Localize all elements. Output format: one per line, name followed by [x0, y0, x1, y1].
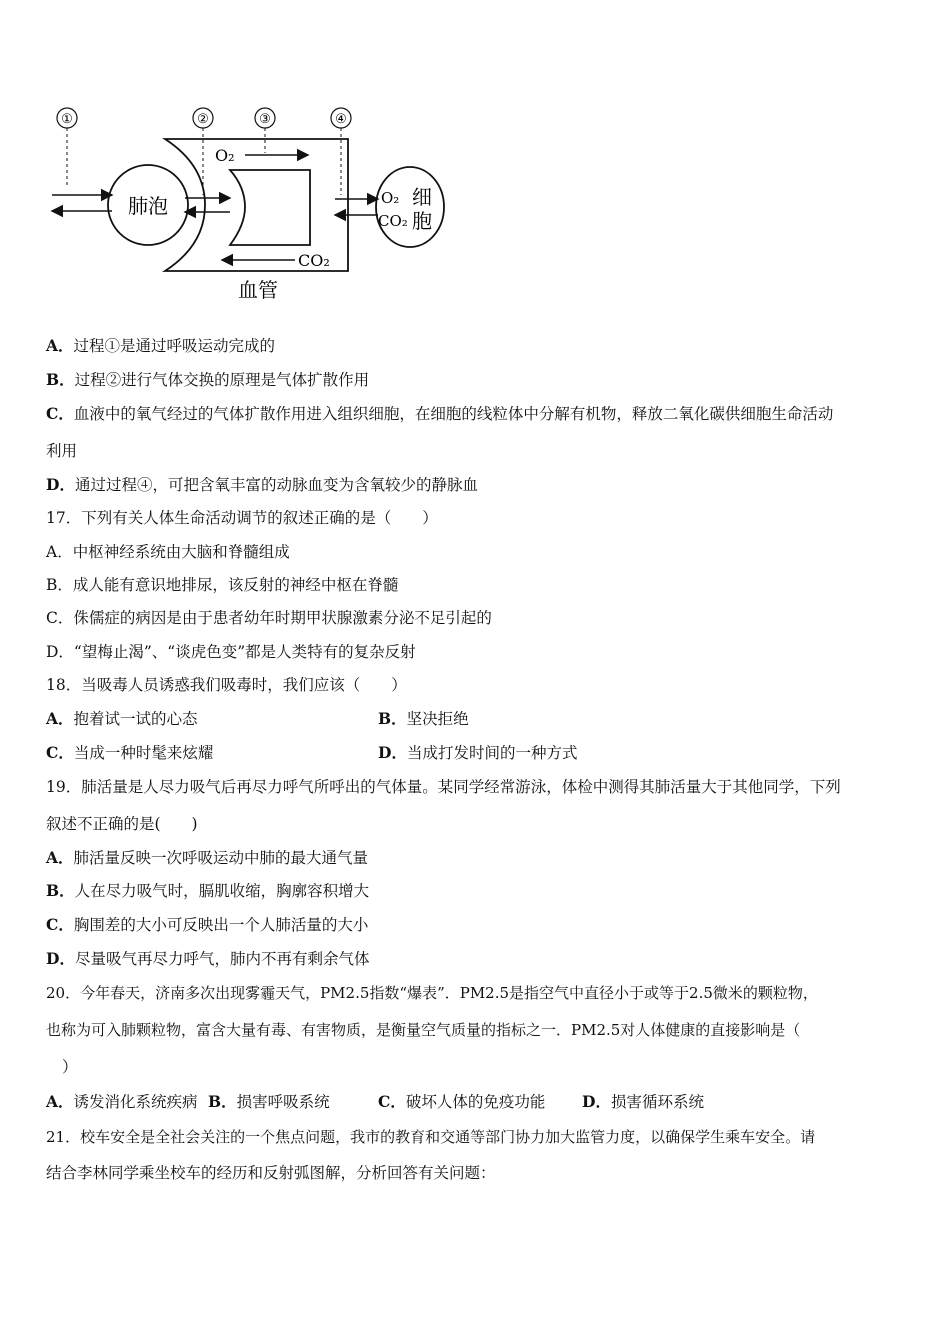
q20-stem-close: ） — [62, 1058, 78, 1076]
q20-stem: 20．今年春天，济南多次出现雾霾天气，PM2.5指数“爆表”．PM2.5是指空气中直径小于或等于2.5微米的颗粒物， — [46, 984, 818, 1002]
q21-stem: 21．校车安全是全社会关注的一个焦点问题，我市的教育和交通等部门协力加大监管力度，以确保学生乘车安全。请 — [46, 1128, 816, 1146]
q16-option-c: C．血液中的氧气经过的气体扩散作用进入组织细胞，在细胞的线粒体中分解有机物，释放二氧化碳供细胞生命活动 — [46, 404, 834, 423]
q18-option-b: B．坚决拒绝 — [378, 709, 469, 728]
q20-option-c: C．破坏人体的免疫功能 — [378, 1092, 546, 1111]
marker-1 — [57, 108, 77, 128]
q17-option-a: A．中枢神经系统由大脑和脊髓组成 — [46, 543, 290, 561]
q17-stem: 17．下列有关人体生命活动调节的叙述正确的是（ ） — [46, 509, 438, 527]
marker-2 — [193, 108, 213, 128]
q17-option-c: C．侏儒症的病因是由于患者幼年时期甲状腺激素分泌不足引起的 — [46, 609, 492, 627]
alveolus — [108, 165, 188, 245]
tissue-cell — [376, 167, 444, 247]
q16-option-c-cont: 利用 — [46, 442, 78, 460]
svg-text:④: ④ — [335, 112, 347, 127]
q20-option-b: B．损害呼吸系统 — [208, 1092, 330, 1111]
svg-text:②: ② — [197, 112, 209, 127]
q18-option-a: A．抱着试一试的心态 — [46, 709, 198, 728]
q16-option-a: A．过程①是通过呼吸运动完成的 — [46, 336, 276, 355]
q17-option-b: B．成人能有意识地排尿，该反射的神经中枢在脊髓 — [46, 576, 399, 594]
q21-stem-cont: 结合李林同学乘坐校车的经历和反射弧图解，分析回答有关问题： — [46, 1164, 496, 1182]
svg-text:①: ① — [61, 112, 73, 127]
q18-option-d: D．当成打发时间的一种方式 — [378, 743, 578, 762]
q19-option-d: D．尽量吸气再尽力呼气，肺内不再有剩余气体 — [46, 949, 370, 968]
marker-4 — [331, 108, 351, 128]
svg-text:③: ③ — [259, 112, 271, 127]
q19-option-b: B．人在尽力吸气时，膈肌收缩，胸廓容积增大 — [46, 881, 370, 900]
q19-option-a: A．肺活量反映一次呼吸运动中肺的最大通气量 — [46, 848, 369, 867]
o2-top-label: O₂ — [215, 146, 235, 165]
q20-option-a: A．诱发消化系统疾病 — [46, 1092, 198, 1111]
q17-option-d: D．“望梅止渴”、“谈虎色变”都是人类特有的复杂反射 — [46, 643, 416, 661]
q20-stem-cont: 也称为可入肺颗粒物，富含大量有毒、有害物质，是衡量空气质量的指标之一．PM2.5对人体健康的直接影响是（ — [46, 1021, 801, 1039]
q18-option-c: C．当成一种时髦来炫耀 — [46, 743, 214, 762]
q16-option-d: D．通过过程④，可把含氧丰富的动脉血变为含氧较少的静脉血 — [46, 475, 478, 494]
q19-stem-cont: 叙述不正确的是( ) — [46, 815, 198, 833]
q19-option-c: C．胸围差的大小可反映出一个人肺活量的大小 — [46, 915, 369, 934]
q16-option-b: B．过程②进行气体交换的原理是气体扩散作用 — [46, 370, 370, 389]
marker-3 — [255, 108, 275, 128]
co2-bottom-label: CO₂ — [298, 251, 330, 270]
q18-stem: 18．当吸毒人员诱惑我们吸毒时，我们应该（ ） — [46, 676, 407, 694]
vessel-label: 血管 — [238, 278, 278, 302]
svg-text:肺泡: 肺泡 — [128, 194, 168, 218]
q19-stem: 19．肺活量是人尽力吸气后再尽力呼气所呼出的气体量。某同学经常游泳，体检中测得其肺活量大于其他同学，下列 — [46, 778, 841, 796]
svg-text:胞: 胞 — [412, 209, 432, 233]
svg-text:细: 细 — [412, 185, 432, 209]
svg-text:O₂: O₂ — [381, 189, 400, 207]
q20-option-d: D．损害循环系统 — [582, 1092, 704, 1111]
respiration-diagram — [40, 95, 460, 310]
svg-text:CO₂: CO₂ — [378, 212, 408, 230]
